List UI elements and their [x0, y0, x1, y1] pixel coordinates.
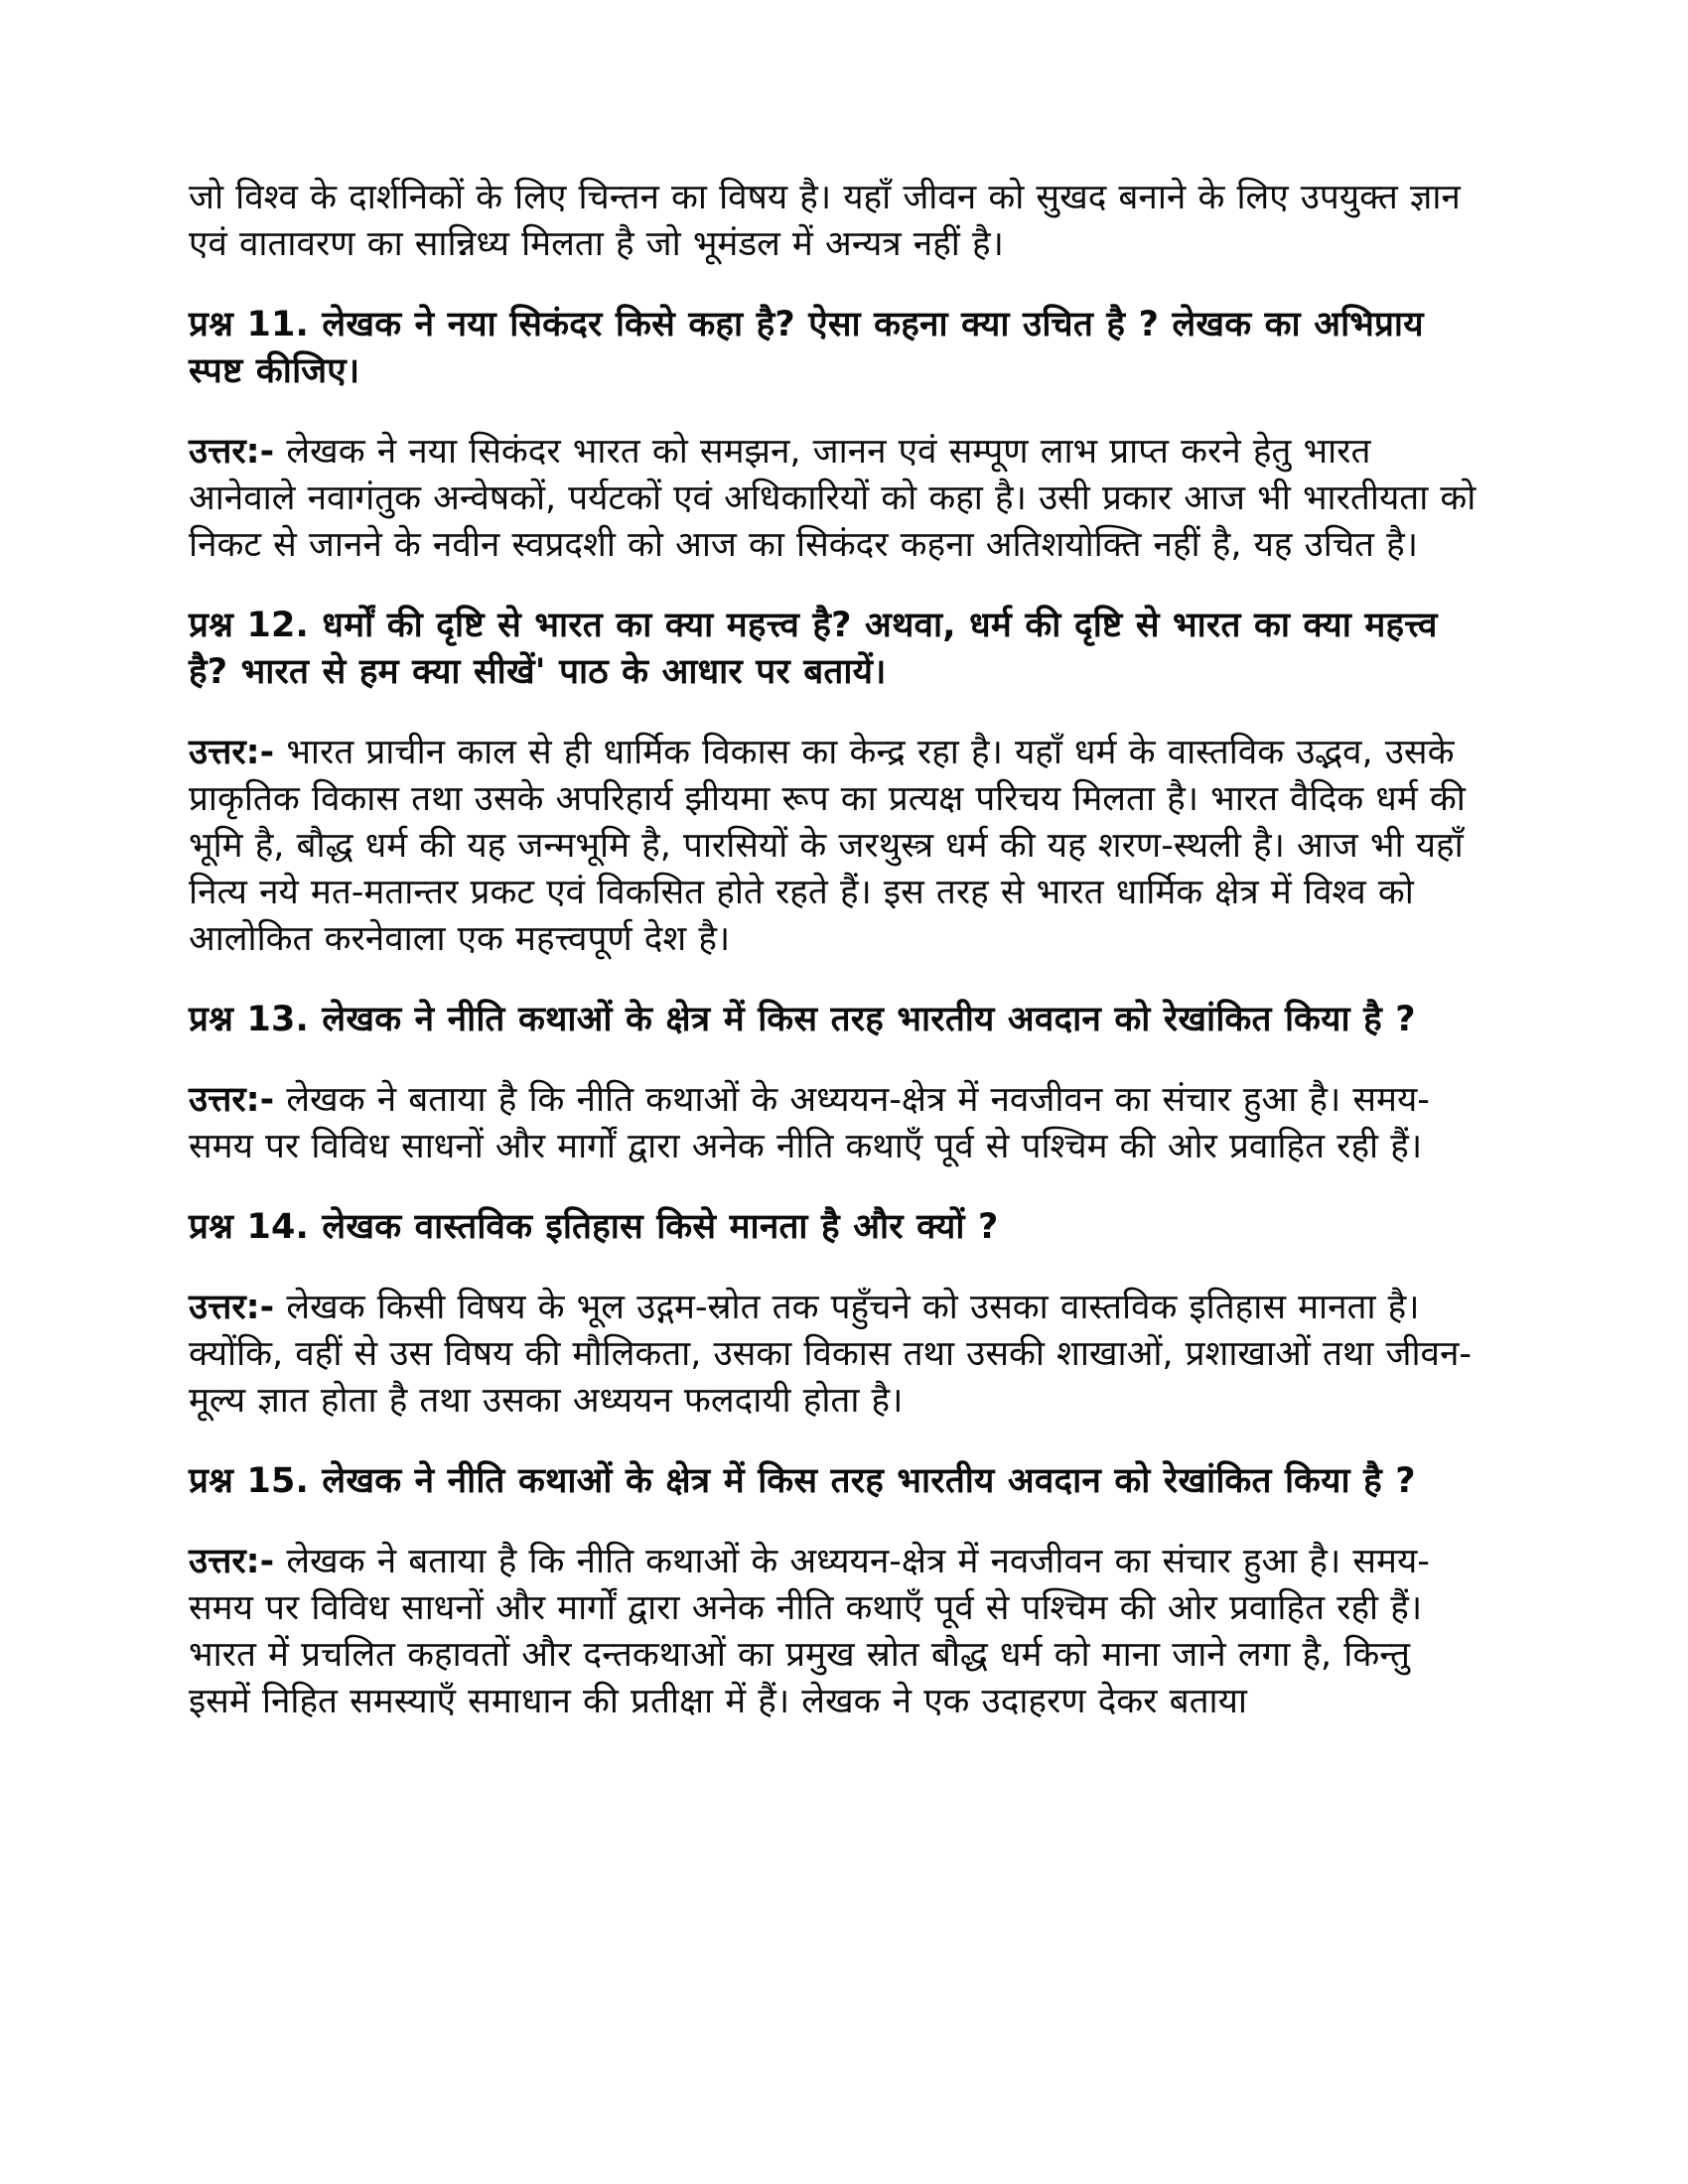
- answer-text: [189, 1539, 1481, 1725]
- answer-label: उत्तर:-: [189, 1288, 275, 1327]
- answer-body: लेखक ने बताया है कि नीति कथाओं के अध्ययन-क्षेत्र में नवजीवन का संचार हुआ है। समय-समय पर विविध साधनों और मार्गों द्वारा अनेक नीति कथाएँ पूर्व से पश्चिम की ओर प्रवाहित रही हैं।: [189, 1080, 1430, 1166]
- answer-text: [189, 1077, 1481, 1170]
- answer-body: लेखक किसी विषय के भूल उद्गम-स्रोत तक पहुँचने को उसका वास्तविक इतिहास मानता है। क्योंकि, वहीं से उस विषय की मौलिकता, उसका विकास तथा उसकी शाखाओं, प्रशाखाओं तथा जीवन-मूल्य ज्ञात होता है तथा उसका अध्ययन फलदायी होता है।: [189, 1288, 1473, 1421]
- answer-text: [189, 429, 1481, 569]
- document-body: [189, 175, 1481, 1725]
- answer-text: [189, 1285, 1481, 1425]
- question-heading: प्रश्न 13. लेखक ने नीति कथाओं के क्षेत्र में किस तरह भारतीय अवदान को रेखांकित किया है ?: [189, 1000, 1416, 1039]
- answer-text: [189, 730, 1481, 963]
- answer-body: लेखक ने बताया है कि नीति कथाओं के अध्ययन-क्षेत्र में नवजीवन का संचार हुआ है। समय-समय पर विविध साधनों और मार्गों द्वारा अनेक नीति कथाएँ पूर्व से पश्चिम की ओर प्रवाहित रही हैं। भारत में प्रचलित कहावतों और दन्तकथाओं का प्रमुख स्रोत बौद्ध धर्म को माना जाने लगा है, किन्तु इसमें निहित समस्याएँ समाधान की प्रतीक्षा में हैं। लेखक ने एक उदाहरण देकर बताया: [189, 1542, 1430, 1721]
- answer-label: उत्तर:-: [189, 1080, 275, 1120]
- question-heading: प्रश्न 12. धर्मों की दृष्टि से भारत का क्या महत्त्व है? अथवा, धर्म की दृष्टि से भारत का क्या महत्त्व है? भारत से हम क्या सीखें' पाठ के आधार पर बतायें।: [189, 606, 1438, 692]
- body-paragraph: जो विश्व के दार्शनिकों के लिए चिन्तन का विषय है। यहाँ जीवन को सुखद बनाने के लिए उपयुक्त ज्ञान एवं वातावरण का सान्निध्य मिलता है जो भूमंडल में अन्यत्र नहीं है।: [189, 178, 1461, 264]
- question-heading: प्रश्न 14. लेखक वास्तविक इतिहास किसे मानता है और क्यों ?: [189, 1207, 999, 1247]
- answer-label: उत्तर:-: [189, 432, 275, 472]
- question-heading: प्रश्न 11. लेखक ने नया सिकंदर किसे कहा है? ऐसा कहना क्या उचित है ? लेखक का अभिप्राय स्पष्ट कीजिए।: [189, 305, 1424, 391]
- answer-label: उत्तर:-: [189, 733, 275, 772]
- answer-label: उत्तर:-: [189, 1542, 275, 1581]
- answer-body: भारत प्राचीन काल से ही धार्मिक विकास का केन्द्र रहा है। यहाँ धर्म के वास्तविक उद्भव, उसके प्राकृतिक विकास तथा उसके अपरिहार्य झीयमा रूप का प्रत्यक्ष परिचय मिलता है। भारत वैदिक धर्म की भूमि है, बौद्ध धर्म की यह जन्मभूमि है, पारसियों के जरथुस्त्र धर्म की यह शरण-स्थली है। आज भी यहाँ नित्य नये मत-मतान्तर प्रकट एवं विकसित होते रहते हैं। इस तरह से भारत धार्मिक क्षेत्र में विश्व को आलोकित करनेवाला एक महत्त्वपूर्ण देश है।: [189, 733, 1466, 959]
- answer-body: लेखक ने नया सिकंदर भारत को समझन, जानन एवं सम्पूण लाभ प्राप्त करने हेतु भारत आनेवाले नवागंतुक अन्वेषकों, पर्यटकों एवं अधिकारियों को कहा है। उसी प्रकार आज भी भारतीयता को निकट से जानने के नवीन स्वप्रदशी को आज का सिकंदर कहना अतिशयोक्ति नहीं है, यह उचित है।: [189, 432, 1477, 565]
- question-heading: प्रश्न 15. लेखक ने नीति कथाओं के क्षेत्र में किस तरह भारतीय अवदान को रेखांकित किया है ?: [189, 1461, 1416, 1501]
